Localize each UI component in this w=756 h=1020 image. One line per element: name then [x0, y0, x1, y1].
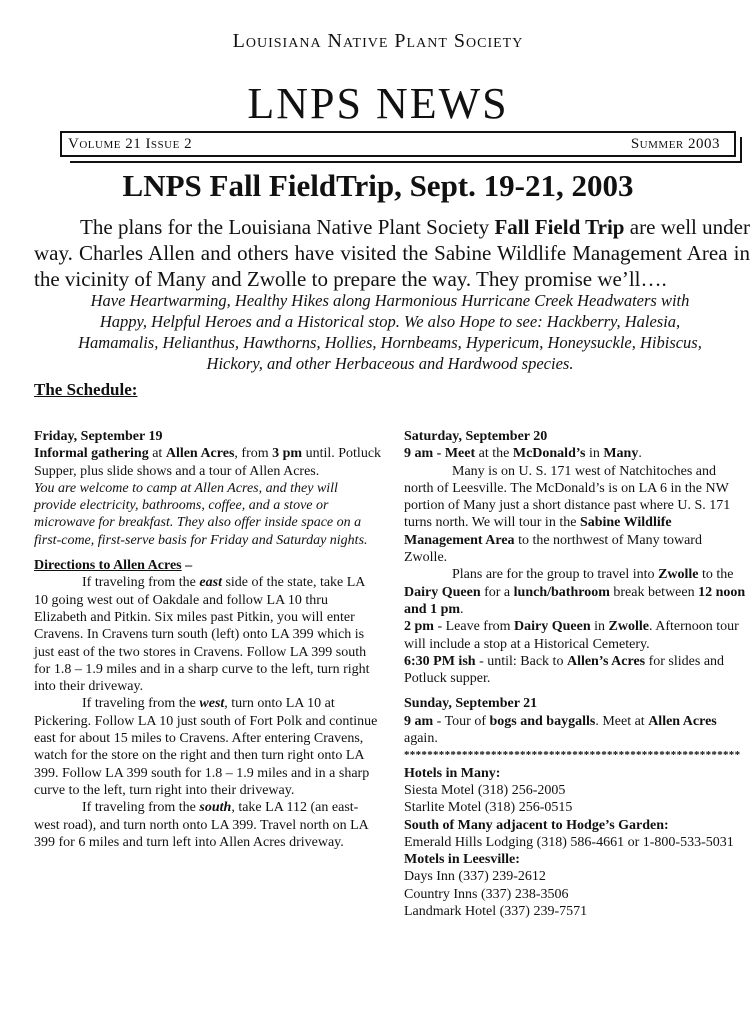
afternoon-tour: 2 pm - Leave from Dairy Queen in Zwolle. Afternoon tour will include a stop at a Historical Cemetery.	[404, 619, 739, 652]
intro-paragraph	[34, 214, 750, 292]
hotel-listing: Starlite Motel (318) 256-0515	[404, 800, 573, 816]
friday-paragraph: Informal gathering at Allen Acres, from 3 pm until. Potluck Supper, plus slide shows and a tour of Allen Acres.	[34, 446, 382, 479]
hotel-listing: Siesta Motel (318) 256-2005	[404, 782, 566, 798]
many-directions: Many is on U. S. 171 west of Natchitoches and north of Leesville. The McDonald’s is on LA 6 in the NW portion of Many just a short distance past where U. S. 171 turns north. We will tour in the Sabine Wildlife Management Area to the northwest of Many toward Zwolle.	[404, 463, 731, 566]
directions-west: If traveling from the west, turn onto LA 10 at Pickering. Follow LA 10 just south of Fort Polk and continue east for about 15 miles to Cravens. After entering Cravens, watch for the store on the right and then turn right onto LA 399. Follow LA 399 south for 1.8 – 1.9 miles and in a sharp curve to the left, turn right into their driveway.	[34, 696, 378, 798]
left-column	[34, 428, 382, 851]
friday-camping-note: You are welcome to camp at Allen Acres, and they will provide electricity, bathrooms, coffee, and a stove or microwave for breakfast. They also offer inside space on a first-come, first-serve basis for Friday and Saturday nights.	[34, 480, 368, 548]
volume-bar	[60, 131, 736, 157]
directions-heading: Directions to Allen Acres –	[34, 558, 193, 574]
sunday-heading: Sunday, September 21	[404, 696, 538, 712]
intro-text-2: are well under way. Charles Allen and others have visited the Sabine Wildlife Management Area in the vicinity of Many and Zwolle to prepare the way. They promise we’ll….	[34, 215, 750, 291]
volume-issue: Volume 21 Issue 2	[68, 135, 193, 152]
intro-text: The plans for the Louisiana Native Plant Society	[80, 215, 495, 239]
motels-leesville-heading: Motels in Leesville:	[404, 852, 520, 868]
directions-east: If traveling from the east side of the state, take LA 10 going west out of Oakdale and follow LA 10 thru Elizabeth and Pitkin. Six miles past Pitkin, you will enter Cravens. In Cravens turn south (left) onto LA 399 which is just east of the two stores in Cravens. Follow LA 399 south for 1.8 – 1.9 miles and in a sharp curve to the left, turn right into their driveway.	[34, 575, 370, 695]
zwolle-plans: Plans are for the group to travel into Zwolle to the Dairy Queen for a lunch/bathroom break between 12 noon and 1 pm.	[404, 567, 746, 617]
season: Summer 2003	[630, 135, 720, 152]
org-name: Louisiana Native Plant Society	[232, 30, 524, 52]
italic-verse	[30, 290, 750, 374]
intro-bold: Fall Field Trip	[494, 215, 625, 239]
verse-line: Hamamalis, Helianthus, Hawthorns, Hollies, Hornbeams, Hypericum, Honeysuckle, Hibiscus,	[78, 333, 702, 352]
friday-heading: Friday, September 19	[34, 429, 163, 444]
newsletter-title: LNPS NEWS	[247, 79, 509, 128]
star-divider: **********************************************************	[404, 749, 741, 762]
hotel-listing: Country Inns (337) 238-3506	[404, 886, 569, 902]
article-headline: LNPS Fall FieldTrip, Sept. 19-21, 2003	[122, 168, 634, 203]
hotel-listing: Days Inn (337) 239-2612	[404, 869, 546, 885]
directions-south: If traveling from the south, take LA 112 (an east-west road), and turn north onto LA 399. Travel north on LA 399 for 6 miles and turn left into Allen Acres driveway.	[34, 800, 369, 850]
right-column	[404, 428, 746, 920]
evening-supper: 6:30 PM ish - until: Back to Allen’s Acres for slides and Potluck supper.	[404, 653, 725, 687]
hotels-many-heading: Hotels in Many:	[404, 765, 501, 781]
hotel-listing: Landmark Hotel (337) 239-7571	[404, 904, 588, 920]
verse-line: Hickory, and other Herbaceous and Hardwood species.	[206, 354, 574, 373]
saturday-meet: 9 am - Meet at the McDonald’s in Many.	[404, 446, 642, 462]
schedule-heading: The Schedule:	[34, 380, 138, 399]
hotel-listing: Emerald Hills Lodging (318) 586-4661 or 1-800-533-5031	[404, 834, 734, 850]
sunday-tour: 9 am - Tour of bogs and baygalls. Meet at Allen Acres again.	[404, 713, 717, 747]
saturday-heading: Saturday, September 20	[404, 429, 548, 444]
verse-line: Happy, Helpful Heroes and a Historical stop. We also Hope to see: Hackberry, Halesia,	[99, 312, 681, 331]
hodges-garden-heading: South of Many adjacent to Hodge’s Garden:	[404, 817, 669, 833]
verse-line: Have Heartwarming, Healthy Hikes along Harmonious Hurricane Creek Headwaters with	[90, 291, 690, 310]
